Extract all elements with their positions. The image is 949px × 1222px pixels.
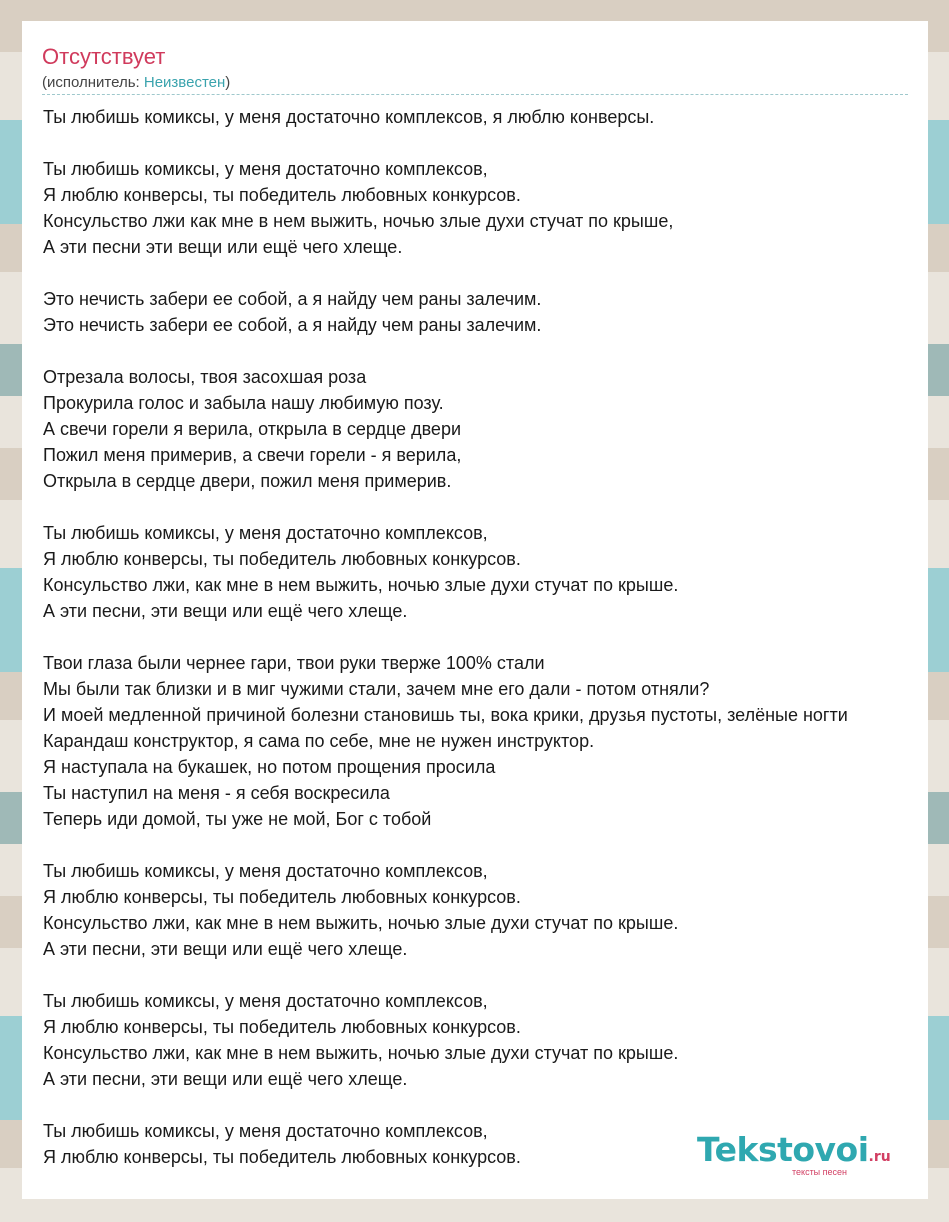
lyric-line: Ты любишь комиксы, у меня достаточно комплексов, (43, 1121, 488, 1141)
lyric-line: Пожил меня примерив, а свечи горели - я верила, (43, 445, 462, 465)
lyrics-card (22, 21, 928, 1199)
lyric-line: Твои глаза были чернее гари, твои руки тверже 100% стали (43, 653, 545, 673)
lyric-line: Я люблю конверсы, ты победитель любовных конкурсов. (43, 1017, 521, 1037)
lyric-line: Ты любишь комиксы, у меня достаточно комплексов, (43, 159, 488, 179)
lyric-line: А эти песни, эти вещи или ещё чего хлеще. (43, 939, 408, 959)
title-divider (42, 94, 908, 95)
lyric-line: Я люблю конверсы, ты победитель любовных конкурсов. (43, 549, 521, 569)
stanza-break (43, 260, 848, 286)
lyric-line: Консульство лжи, как мне в нем выжить, ночью злые духи стучат по крыше. (43, 575, 679, 595)
logo-tld: .ru (868, 1149, 891, 1165)
lyric-line: Прокурила голос и забыла нашу любимую позу. (43, 393, 444, 413)
stanza-break (43, 832, 848, 858)
lyric-line: Я люблю конверсы, ты победитель любовных конкурсов. (43, 185, 521, 205)
lyric-line: Я люблю конверсы, ты победитель любовных конкурсов. (43, 887, 521, 907)
stanza-break (43, 1092, 848, 1118)
stanza-break (43, 338, 848, 364)
lyric-line: Консульство лжи, как мне в нем выжить, ночью злые духи стучат по крыше. (43, 1043, 679, 1063)
lyric-line: Ты любишь комиксы, у меня достаточно комплексов, я люблю конверсы. (43, 107, 655, 127)
lyric-line: Карандаш конструктор, я сама по себе, мне не нужен инструктор. (43, 731, 595, 751)
lyric-line: Это нечисть забери ее собой, а я найду чем раны залечим. (43, 315, 542, 335)
lyric-line: Ты любишь комиксы, у меня достаточно комплексов, (43, 991, 488, 1011)
artist-line (42, 73, 230, 93)
lyric-line: Консульство лжи, как мне в нем выжить, ночью злые духи стучат по крыше. (43, 913, 679, 933)
lyric-line: А эти песни, эти вещи или ещё чего хлеще. (43, 1069, 408, 1089)
lyric-line: Я наступала на букашек, но потом прощения просила (43, 757, 496, 777)
artist-prefix: (исполнитель: (42, 74, 144, 91)
lyric-line: Отрезала волосы, твоя засохшая роза (43, 367, 367, 387)
lyric-line: Это нечисть забери ее собой, а я найду чем раны залечим. (43, 289, 542, 309)
lyric-line: А эти песни эти вещи или ещё чего хлеще. (43, 237, 403, 257)
lyric-line: Мы были так близки и в миг чужими стали, зачем мне его дали - потом отняли? (43, 679, 710, 699)
logo-tagline: тексты песен (792, 1167, 848, 1177)
artist-suffix: ) (225, 74, 231, 91)
lyric-line: И моей медленной причиной болезни становишь ты, вока крики, друзья пустоты, зелёные ногти (43, 705, 848, 725)
stanza-break (43, 130, 848, 156)
lyric-line: Консульство лжи как мне в нем выжить, ночью злые духи стучат по крыше, (43, 211, 674, 231)
lyrics-text (43, 104, 848, 1170)
lyric-line: Ты любишь комиксы, у меня достаточно комплексов, (43, 861, 488, 881)
lyric-line: А эти песни, эти вещи или ещё чего хлеще. (43, 601, 408, 621)
stanza-break (43, 962, 848, 988)
lyric-line: Теперь иди домой, ты уже не мой, Бог с тобой (43, 809, 432, 829)
logo-name: Tekstovoi (697, 1130, 869, 1169)
stanza-break (43, 494, 848, 520)
stanza-break (43, 624, 848, 650)
site-logo[interactable] (697, 1130, 902, 1176)
lyric-line: Ты наступил на меня - я себя воскресила (43, 783, 390, 803)
artist-link[interactable]: Неизвестен (143, 74, 226, 91)
lyric-line: Открыла в сердце двери, пожил меня примерив. (43, 471, 452, 491)
song-title: Отсутствует (42, 44, 166, 69)
lyric-line: А свечи горели я верила, открыла в сердце двери (43, 419, 462, 439)
lyric-line: Ты любишь комиксы, у меня достаточно комплексов, (43, 523, 488, 543)
lyric-line: Я люблю конверсы, ты победитель любовных конкурсов. (43, 1147, 521, 1167)
